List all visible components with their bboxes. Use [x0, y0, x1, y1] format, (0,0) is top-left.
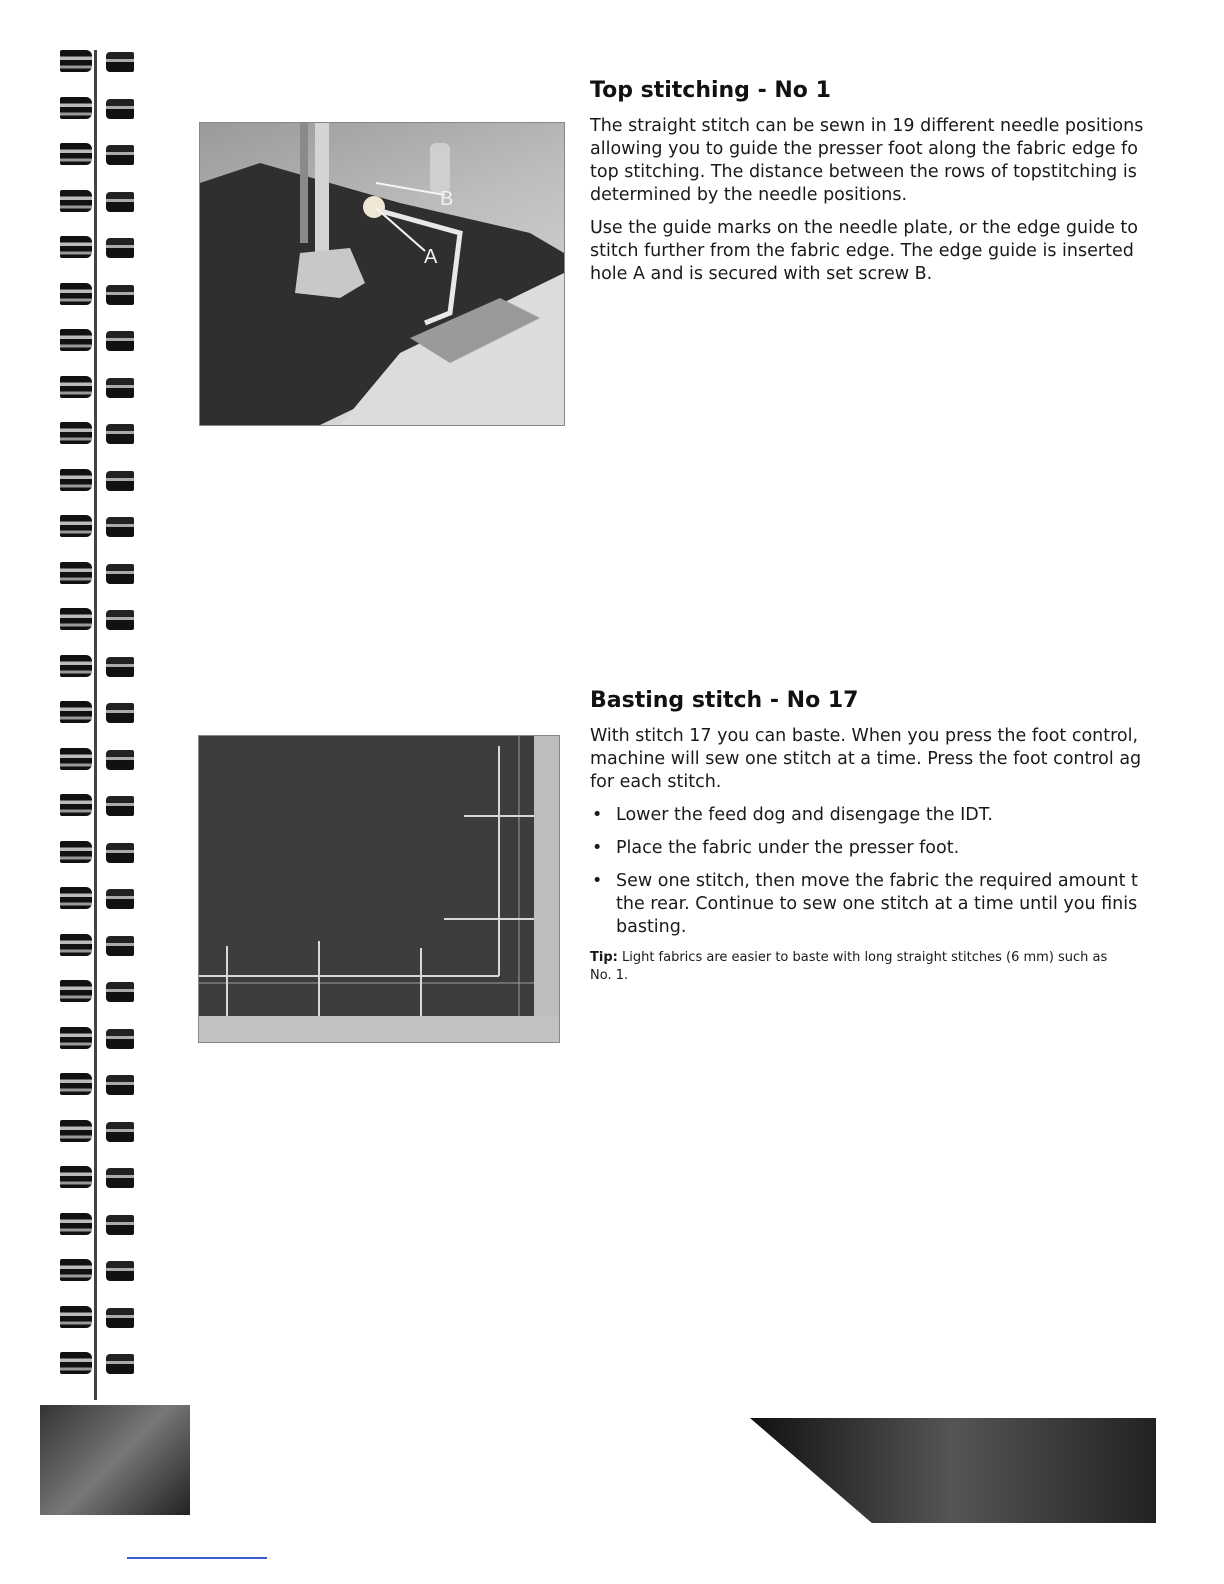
scan-shadow-left [40, 1405, 190, 1515]
presser-foot-photo [199, 122, 565, 426]
coil-left-loop [60, 283, 92, 305]
coil-right-loop [106, 378, 134, 398]
binding-coil [60, 50, 140, 72]
coil-right-loop [106, 564, 134, 584]
coil-right-loop [106, 331, 134, 351]
text-line: No. 1. [590, 968, 629, 983]
coil-left-loop [60, 422, 92, 444]
coil-left-loop [60, 1306, 92, 1328]
binding-coil [60, 190, 140, 212]
coil-left-loop [60, 1120, 92, 1142]
binding-coil [60, 1352, 140, 1374]
binding-coil [60, 1213, 140, 1235]
top-stitching-paragraph-1 [590, 115, 1190, 207]
text-line: determined by the needle positions. [590, 185, 908, 205]
coil-right-loop [106, 843, 134, 863]
needle-bar [300, 123, 308, 243]
text-line: Use the guide marks on the needle plate, or the edge guide to [590, 218, 1138, 238]
coil-right-loop [106, 145, 134, 165]
coil-left-loop [60, 701, 92, 723]
thread-guide [430, 143, 450, 193]
binding-coil [60, 608, 140, 630]
coil-left-loop [60, 97, 92, 119]
coil-right-loop [106, 238, 134, 258]
label-b: B [440, 188, 454, 210]
text-line: Place the fabric under the presser foot. [616, 838, 960, 858]
binding-coil [60, 515, 140, 537]
binding-coil [60, 376, 140, 398]
list-item [590, 804, 1190, 827]
text-line: top stitching. The distance between the rows of topstitching is [590, 162, 1137, 182]
coil-right-loop [106, 610, 134, 630]
tip-note [590, 949, 1190, 985]
coil-left-loop [60, 190, 92, 212]
coil-left-loop [60, 887, 92, 909]
coil-right-loop [106, 982, 134, 1002]
binding-coil [60, 283, 140, 305]
set-screw-b [363, 196, 385, 218]
text-line: allowing you to guide the presser foot along the fabric edge fo [590, 139, 1138, 159]
binding-coil [60, 1166, 140, 1188]
binding-coil [60, 562, 140, 584]
list-item [590, 870, 1190, 939]
coil-left-loop [60, 469, 92, 491]
basting-fabric-photo [198, 735, 560, 1043]
text-line: the rear. Continue to sew one stitch at a time until you finis [616, 894, 1138, 914]
coil-left-loop [60, 1213, 92, 1235]
coil-left-loop [60, 329, 92, 351]
scan-edge-line [127, 1557, 267, 1559]
coil-left-loop [60, 562, 92, 584]
coil-left-loop [60, 143, 92, 165]
coil-right-loop [106, 657, 134, 677]
text-line: basting. [616, 917, 687, 937]
text-line: Light fabrics are easier to baste with long straight stitches (6 mm) such as [621, 950, 1108, 965]
fabric-swatch [199, 736, 534, 1016]
coil-right-loop [106, 1308, 134, 1328]
coil-right-loop [106, 99, 134, 119]
tip-label: Tip: [590, 950, 618, 965]
text-line: stitch further from the fabric edge. The edge guide is inserted [590, 241, 1134, 261]
coil-right-loop [106, 517, 134, 537]
top-stitching-paragraph-2 [590, 217, 1190, 286]
binding-coil [60, 236, 140, 258]
coil-left-loop [60, 794, 92, 816]
background-right [534, 736, 559, 1042]
binding-coil [60, 887, 140, 909]
binding-coil [60, 841, 140, 863]
coil-left-loop [60, 515, 92, 537]
binding-coil [60, 1120, 140, 1142]
coil-right-loop [106, 471, 134, 491]
coil-right-loop [106, 936, 134, 956]
coil-left-loop [60, 748, 92, 770]
coil-left-loop [60, 1027, 92, 1049]
coil-left-loop [60, 980, 92, 1002]
binding-coil [60, 701, 140, 723]
binding-coil [60, 97, 140, 119]
binding-coil [60, 469, 140, 491]
coil-right-loop [106, 1075, 134, 1095]
basting-fabric-illustration [199, 736, 559, 1042]
coil-left-loop [60, 1259, 92, 1281]
coil-right-loop [106, 750, 134, 770]
label-a: A [424, 246, 438, 268]
coil-left-loop [60, 1352, 92, 1374]
coil-left-loop [60, 934, 92, 956]
coil-left-loop [60, 841, 92, 863]
coil-left-loop [60, 608, 92, 630]
basting-stitch-section [590, 688, 1190, 985]
list-item [590, 837, 1190, 860]
coil-left-loop [60, 1073, 92, 1095]
basting-stitch-heading: Basting stitch - No 17 [590, 688, 859, 713]
binding-coil [60, 1027, 140, 1049]
coil-right-loop [106, 1029, 134, 1049]
coil-right-loop [106, 424, 134, 444]
binding-coil [60, 748, 140, 770]
text-line: machine will sew one stitch at a time. Press the foot control ag [590, 749, 1142, 769]
binding-coil [60, 934, 140, 956]
binding-coil [60, 329, 140, 351]
coil-right-loop [106, 796, 134, 816]
coil-right-loop [106, 285, 134, 305]
binding-coil [60, 794, 140, 816]
text-line: hole A and is secured with set screw B. [590, 264, 933, 284]
spiral-binding [52, 50, 142, 1400]
coil-right-loop [106, 1122, 134, 1142]
coil-right-loop [106, 889, 134, 909]
coil-left-loop [60, 376, 92, 398]
background-bottom [199, 1016, 559, 1042]
basting-stitch-paragraph [590, 725, 1190, 794]
binding-coil [60, 655, 140, 677]
coil-right-loop [106, 1261, 134, 1281]
binding-coil [60, 980, 140, 1002]
binding-coil [60, 1259, 140, 1281]
top-stitching-heading: Top stitching - No 1 [590, 78, 831, 103]
coil-left-loop [60, 1166, 92, 1188]
presser-foot-illustration [200, 123, 564, 425]
coil-right-loop [106, 192, 134, 212]
coil-left-loop [60, 655, 92, 677]
coil-right-loop [106, 1215, 134, 1235]
coil-left-loop [60, 50, 92, 72]
text-line: for each stitch. [590, 772, 722, 792]
coil-right-loop [106, 1354, 134, 1374]
coil-right-loop [106, 703, 134, 723]
coil-right-loop [106, 1168, 134, 1188]
coil-left-loop [60, 236, 92, 258]
top-stitching-section [590, 78, 1190, 296]
binding-coil [60, 1073, 140, 1095]
binding-coil [60, 422, 140, 444]
basting-steps-list [590, 804, 1190, 939]
coil-right-loop [106, 52, 134, 72]
binding-coil [60, 143, 140, 165]
text-line: The straight stitch can be sewn in 19 different needle positions [590, 116, 1144, 136]
text-line: With stitch 17 you can baste. When you press the foot control, [590, 726, 1139, 746]
binding-coil [60, 1306, 140, 1328]
text-line: Sew one stitch, then move the fabric the required amount t [616, 871, 1138, 891]
scan-shadow-right [750, 1418, 1156, 1523]
text-line: Lower the feed dog and disengage the IDT. [616, 805, 993, 825]
